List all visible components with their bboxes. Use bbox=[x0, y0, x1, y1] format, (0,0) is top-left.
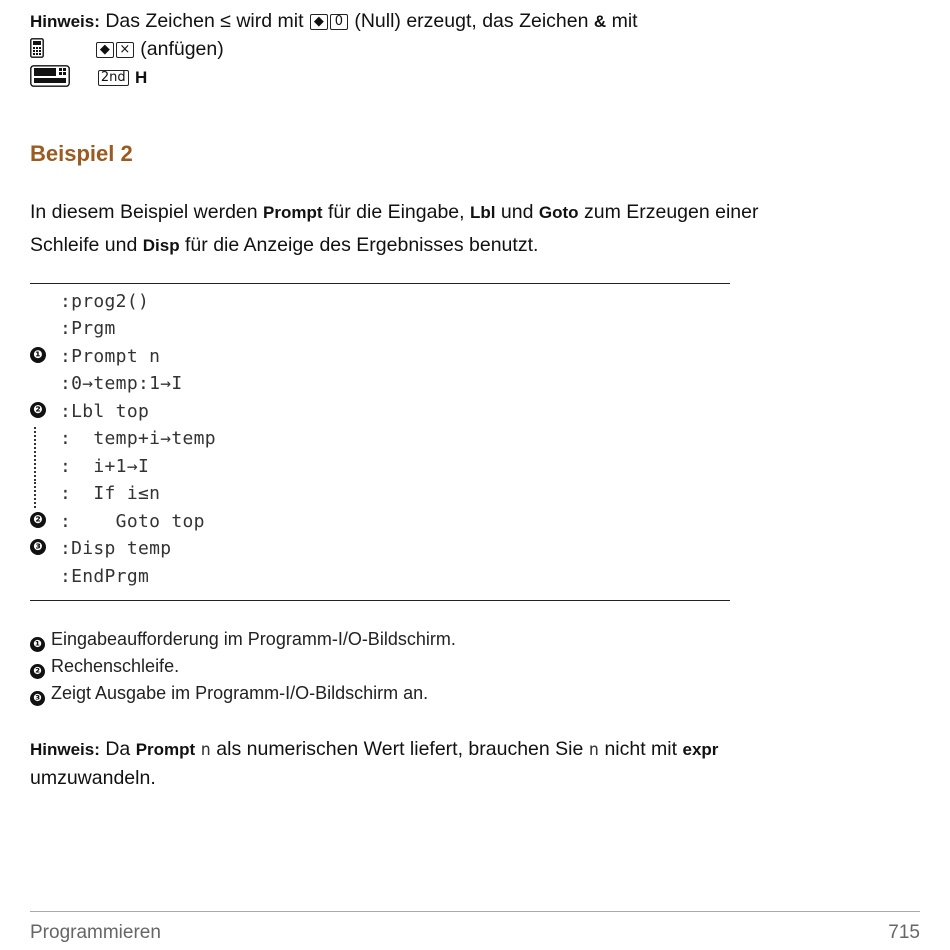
note-text: Eingabeaufforderung im Programm-I/O-Bildschirm. bbox=[51, 629, 456, 649]
loop-dots bbox=[34, 482, 39, 508]
code-line: :Lbl top bbox=[60, 401, 150, 422]
intro-text-2: für die Eingabe, bbox=[327, 201, 465, 223]
code-top-rule bbox=[30, 283, 730, 284]
code-line: : If i≤n bbox=[60, 483, 161, 504]
code-line: :prog2() bbox=[60, 291, 150, 312]
handheld-calculator-icon bbox=[30, 38, 44, 58]
hint2-text-3: nicht mit bbox=[604, 738, 678, 760]
code-line: : temp+i→temp bbox=[60, 428, 216, 449]
note-text: Zeigt Ausgabe im Programm-I/O-Bildschirm an. bbox=[51, 683, 429, 703]
hint-voyage-line bbox=[30, 63, 147, 92]
hint-calc-text: (anfügen) bbox=[140, 38, 224, 60]
intro-text-3: und bbox=[500, 201, 534, 223]
intro-paragraph bbox=[30, 196, 920, 262]
keyword-prompt: Prompt bbox=[263, 203, 323, 222]
callout-3-marker: ❸ bbox=[30, 691, 45, 706]
callout-2-marker: ❷ bbox=[30, 664, 45, 679]
loop-dots bbox=[34, 427, 39, 453]
callout-3-marker: ❸ bbox=[30, 539, 46, 555]
multiply-key-icon: × bbox=[116, 42, 134, 58]
section-heading: Beispiel 2 bbox=[30, 141, 133, 166]
callout-1-marker: ❶ bbox=[30, 637, 45, 652]
voyage-keyboard-icon bbox=[30, 65, 70, 87]
zero-key-icon: 0 bbox=[330, 14, 348, 30]
footer-rule bbox=[30, 911, 920, 912]
intro-text-1: In diesem Beispiel werden bbox=[30, 201, 258, 223]
list-item bbox=[30, 626, 456, 652]
intro-text-6: für die Anzeige des Ergebnisses benutzt. bbox=[185, 234, 539, 256]
keyword-expr: expr bbox=[682, 740, 719, 759]
keyword-prompt: Prompt bbox=[135, 740, 196, 759]
keyword-goto: Goto bbox=[538, 203, 579, 222]
intro-text-5: Schleife und bbox=[30, 234, 138, 256]
hint2-text-1: Da bbox=[105, 738, 131, 760]
hint-text-b: (Null) erzeugt, das Zeichen bbox=[354, 10, 589, 32]
intro-text-4: zum Erzeugen einer bbox=[583, 201, 759, 223]
letter-h-key: H bbox=[135, 68, 148, 87]
hint-calc-line bbox=[30, 35, 224, 63]
variable-n: n bbox=[200, 740, 211, 760]
hint-label: Hinweis: bbox=[30, 740, 100, 759]
code-line: : Goto top bbox=[60, 511, 205, 532]
hint2-text-4: umzuwandeln. bbox=[30, 767, 156, 789]
loop-dots bbox=[34, 455, 39, 481]
keyword-lbl: Lbl bbox=[470, 203, 496, 222]
note-list bbox=[30, 626, 456, 706]
variable-n: n bbox=[588, 740, 600, 760]
page-number: 715 bbox=[888, 922, 920, 943]
keyword-disp: Disp bbox=[142, 236, 180, 255]
hint-paragraph-2 bbox=[30, 735, 920, 792]
hint-label: Hinweis: bbox=[30, 12, 100, 31]
list-item bbox=[30, 680, 456, 706]
list-item bbox=[30, 653, 456, 679]
code-line: :Prgm bbox=[60, 318, 116, 339]
callout-2-marker: ❷ bbox=[30, 512, 46, 528]
callout-1-marker: ❶ bbox=[30, 347, 46, 363]
ampersand-symbol: & bbox=[593, 12, 607, 31]
code-bottom-rule bbox=[30, 600, 730, 601]
note-text: Rechenschleife. bbox=[51, 656, 180, 676]
footer-section: Programmieren bbox=[30, 922, 161, 943]
hint-line-1 bbox=[30, 7, 638, 36]
diamond-key-icon: ◆ bbox=[310, 14, 328, 30]
hint-text-c: mit bbox=[611, 10, 638, 32]
code-line: :0→temp:1→I bbox=[60, 373, 183, 394]
hint2-text-2: als numerischen Wert liefert, brauchen Sie bbox=[216, 738, 584, 760]
code-line: :Prompt n bbox=[60, 346, 161, 367]
code-line: : i+1→I bbox=[60, 456, 150, 477]
diamond-key-icon: ◆ bbox=[96, 42, 114, 58]
code-line: :Disp temp bbox=[60, 538, 172, 559]
second-key-icon: 2nd bbox=[98, 70, 129, 86]
callout-2-marker: ❷ bbox=[30, 402, 46, 418]
hint-text-a: Das Zeichen ≤ wird mit bbox=[105, 10, 304, 32]
code-line: :EndPrgm bbox=[60, 566, 150, 587]
